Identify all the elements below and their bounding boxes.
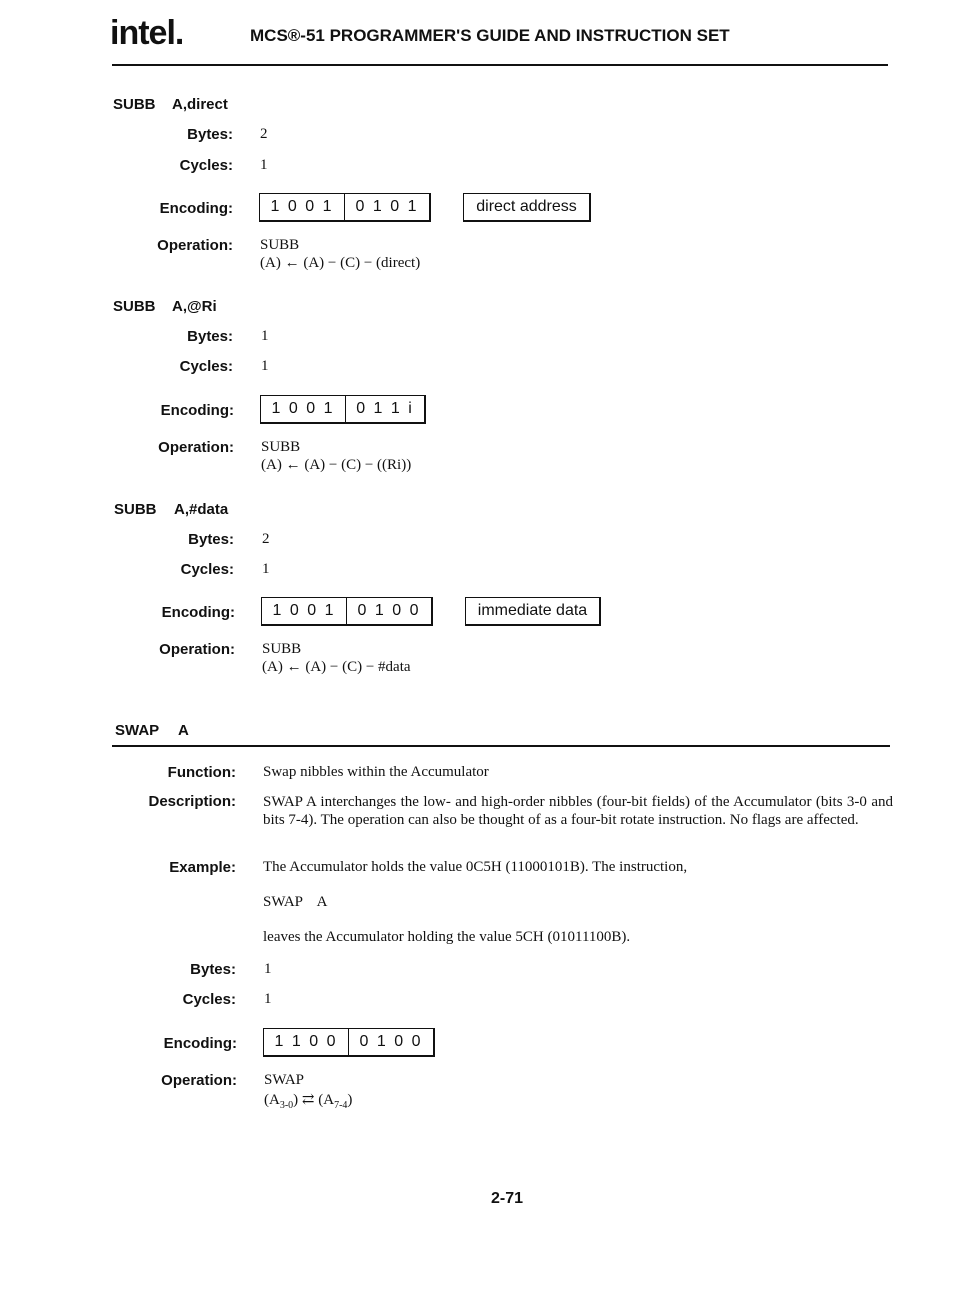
operation-label: Operation: — [161, 1072, 237, 1089]
encoding-label: Encoding: — [159, 200, 233, 217]
encoding-low-nibble: 0 1 1 i — [345, 396, 424, 422]
subb-data-cycles: 1 — [262, 561, 270, 577]
function-label: Function: — [167, 764, 236, 781]
swap-bytes: 1 — [264, 961, 272, 977]
encoding-low-nibble: 0 1 0 1 — [344, 194, 429, 220]
subb-data-mnemonic: SUBB — [114, 501, 157, 518]
swap-op-right: (A — [318, 1092, 335, 1108]
encoding-low-nibble: 0 1 0 0 — [348, 1029, 433, 1055]
subb-ri-op-expr: (A) ← (A) − (C) − ((Ri)) — [261, 457, 412, 473]
encoding-label: Encoding: — [160, 402, 234, 419]
bytes-label: Bytes: — [188, 531, 234, 548]
swap-op-name: SWAP — [264, 1072, 305, 1088]
subb-ri-encoding — [260, 395, 426, 424]
immediate-data-box: immediate data — [465, 597, 601, 626]
swap-rule — [112, 745, 890, 747]
swap-op-expr: $(A_{3-0})$ ⇄ $(A_{7-4})$ — [264, 1092, 353, 1111]
bytes-label: Bytes: — [187, 328, 233, 345]
subb-data-operand: A,#data — [174, 501, 229, 518]
swap-cycles: 1 — [264, 991, 272, 1007]
subb-data-bytes: 2 — [262, 531, 270, 547]
subb-direct-op-name: SUBB — [260, 237, 300, 253]
subb-direct-mnemonic: SUBB — [113, 96, 156, 113]
operation-label: Operation: — [157, 237, 233, 254]
swap-encoding — [263, 1028, 435, 1057]
cycles-label: Cycles: — [180, 561, 234, 578]
bytes-label: Bytes: — [187, 126, 233, 143]
encoding-high-nibble: 1 0 0 1 — [270, 198, 334, 215]
intel-logo: intel. — [110, 14, 184, 52]
subb-direct-bytes: 2 — [260, 126, 268, 142]
header-rule — [112, 64, 888, 66]
swap-op-right-sub: 7-4 — [334, 1100, 348, 1111]
example-label: Example: — [169, 859, 236, 876]
swap-mnemonic: SWAP — [115, 722, 160, 739]
swap-example-intro: The Accumulator holds the value 0C5H (11000101B). The instruction, — [263, 859, 688, 875]
page-number: 2-71 — [490, 1190, 524, 1207]
subb-direct-op-expr: (A) ← (A) − (C) − (direct) — [260, 255, 421, 271]
page-header-title: MCS®-51 PROGRAMMER'S GUIDE AND INSTRUCTION SET — [250, 26, 730, 45]
encoding-high-nibble: 1 0 0 1 — [271, 400, 335, 417]
swap-op-left: (A — [264, 1092, 280, 1108]
subb-direct-encoding — [259, 193, 431, 222]
description-label: Description: — [148, 793, 236, 810]
encoding-label: Encoding: — [161, 604, 235, 621]
subb-ri-op-name: SUBB — [261, 439, 301, 455]
swap-example-result: leaves the Accumulator holding the value 5CH (01011100B). — [263, 929, 631, 945]
subb-data-encoding — [261, 597, 433, 626]
swap-function: Swap nibbles within the Accumulator — [263, 764, 489, 780]
operation-label: Operation: — [159, 641, 235, 658]
subb-ri-cycles: 1 — [261, 358, 269, 374]
cycles-label: Cycles: — [179, 358, 233, 375]
bytes-label: Bytes: — [190, 961, 236, 978]
cycles-label: Cycles: — [182, 991, 236, 1008]
subb-direct-cycles: 1 — [260, 157, 268, 173]
direct-address-box: direct address — [463, 193, 591, 222]
cycles-label: Cycles: — [179, 157, 233, 174]
swap-example-code: SWAP A — [263, 894, 328, 910]
encoding-high-nibble: 1 0 0 1 — [272, 602, 336, 619]
exchange-arrow-icon: ⇄ — [301, 1092, 315, 1108]
swap-description: SWAP A interchanges the low- and high-order nibbles (four-bit fields) of the Accumulator (bits 3-0 and bits 7-4). The operation can also be thought of as a four-bit rotate instruction. No flags are affected. — [263, 794, 893, 828]
subb-data-op-expr: (A) ← (A) − (C) − #data — [262, 659, 411, 675]
swap-op-left-sub: 3-0 — [279, 1100, 294, 1111]
swap-operand: A — [178, 722, 189, 739]
subb-ri-mnemonic: SUBB — [113, 298, 156, 315]
subb-ri-bytes: 1 — [261, 328, 269, 344]
encoding-high-nibble: 1 1 0 0 — [274, 1033, 338, 1050]
encoding-low-nibble: 0 1 0 0 — [346, 598, 431, 624]
subb-ri-operand: A,@Ri — [172, 298, 217, 315]
subb-direct-operand: A,direct — [172, 96, 228, 113]
encoding-label: Encoding: — [163, 1035, 237, 1052]
subb-data-op-name: SUBB — [262, 641, 302, 657]
operation-label: Operation: — [158, 439, 234, 456]
